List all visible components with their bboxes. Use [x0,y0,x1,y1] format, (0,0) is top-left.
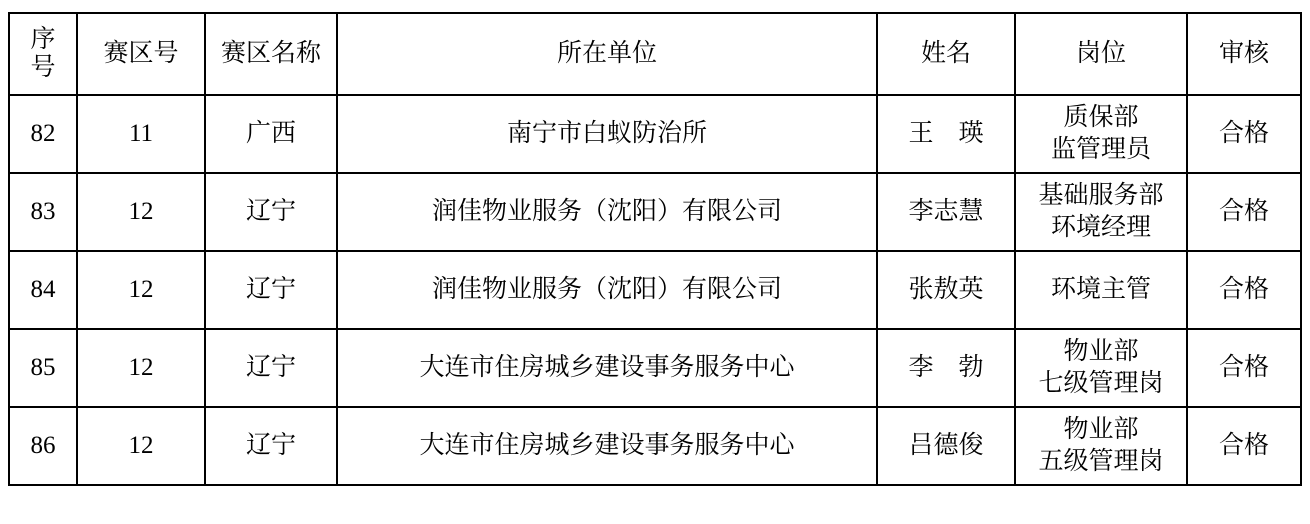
column-header-zone-name: 赛区名称 [205,13,337,95]
cell-unit: 大连市住房城乡建设事务服务中心 [337,407,877,485]
cell-post-line1: 质保部 [1063,104,1139,131]
cell-zone-no: 11 [77,95,205,173]
cell-post-line1: 环境主管 [1050,276,1151,303]
cell-post-line1: 基础服务部 [1038,182,1164,209]
cell-zone-no: 12 [77,251,205,329]
table-header [9,13,1301,95]
column-header-index [9,13,77,95]
table-row [9,251,1301,329]
table-row [9,407,1301,485]
cell-post-line2: 五级管理岗 [1038,448,1164,475]
cell-zone-no: 12 [77,329,205,407]
cell-post-line2: 监管理员 [1050,136,1151,163]
cell-post [1015,173,1187,251]
cell-name: 李志慧 [877,173,1015,251]
cell-unit: 南宁市白蚁防治所 [337,95,877,173]
cell-index: 84 [9,251,77,329]
cell-zone-name: 辽宁 [205,329,337,407]
header-row [9,13,1301,95]
cell-unit: 润佳物业服务（沈阳）有限公司 [337,251,877,329]
cell-index: 86 [9,407,77,485]
cell-audit: 合格 [1187,95,1301,173]
column-header-name: 姓名 [877,13,1015,95]
cell-post-line1: 物业部 [1063,338,1139,365]
cell-zone-name: 辽宁 [205,173,337,251]
cell-name: 王 瑛 [877,95,1015,173]
table-row [9,173,1301,251]
cell-post-line2: 环境经理 [1050,214,1151,241]
table-body [9,95,1301,485]
cell-post [1015,329,1187,407]
cell-post-line1: 物业部 [1063,416,1139,443]
cell-audit: 合格 [1187,173,1301,251]
cell-unit: 润佳物业服务（沈阳）有限公司 [337,173,877,251]
roster-table [8,12,1302,486]
table-row [9,95,1301,173]
cell-zone-no: 12 [77,173,205,251]
column-header-unit: 所在单位 [337,13,877,95]
table-row [9,329,1301,407]
cell-post-line2: 七级管理岗 [1038,370,1164,397]
cell-zone-name: 辽宁 [205,407,337,485]
cell-post [1015,95,1187,173]
cell-zone-name: 广西 [205,95,337,173]
cell-name: 张敖英 [877,251,1015,329]
cell-zone-no: 12 [77,407,205,485]
column-header-index-line2: 号 [30,54,56,81]
cell-unit: 大连市住房城乡建设事务服务中心 [337,329,877,407]
cell-name: 吕德俊 [877,407,1015,485]
cell-zone-name: 辽宁 [205,251,337,329]
column-header-zone-no: 赛区号 [77,13,205,95]
column-header-post: 岗位 [1015,13,1187,95]
cell-audit: 合格 [1187,329,1301,407]
cell-index: 85 [9,329,77,407]
column-header-index-line1: 序 [30,26,56,53]
cell-audit: 合格 [1187,407,1301,485]
cell-name: 李 勃 [877,329,1015,407]
cell-post [1015,251,1187,329]
cell-post [1015,407,1187,485]
cell-audit: 合格 [1187,251,1301,329]
column-header-audit: 审核 [1187,13,1301,95]
cell-index: 82 [9,95,77,173]
cell-index: 83 [9,173,77,251]
